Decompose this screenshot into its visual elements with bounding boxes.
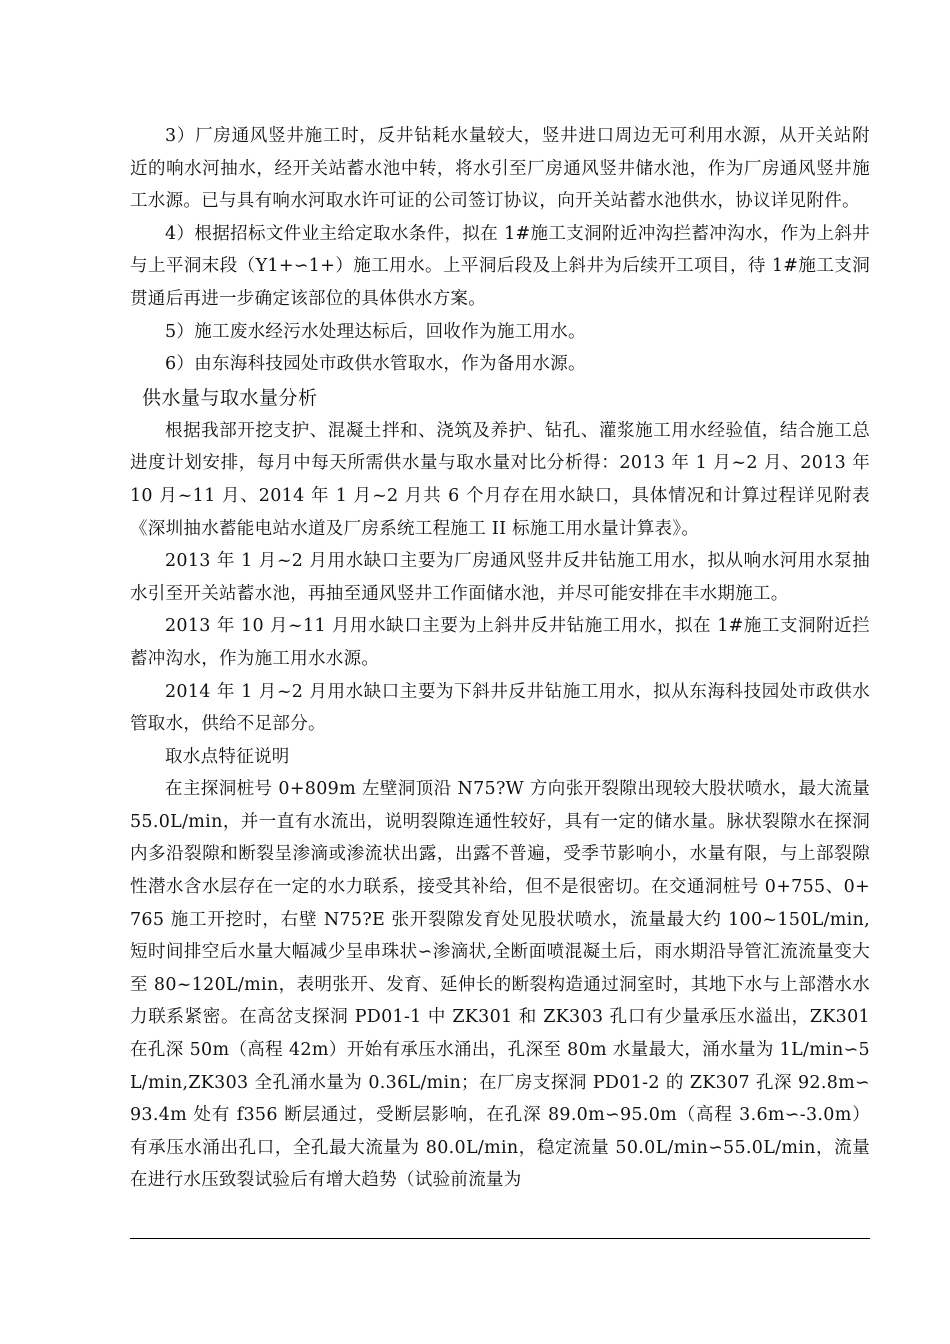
document-body [130,120,870,1197]
paragraph-item-5: 5）施工废水经污水处理达标后，回收作为施工用水。 [165,321,586,342]
paragraph-gap-2013-oct: 2013 年 10 月~11 月用水缺口主要为上斜井反井钻施工用水，拟在 1#施工支洞附近拦蓄冲沟水，作为施工用水水源。 [130,616,870,669]
paragraph-analysis-summary: 根据我部开挖支护、混凝土拌和、浇筑及养护、钻孔、灌浆施工用水经验值，结合施工总进度计划安排，每月中每天所需供水量与取水量对比分析得：2013 年 1 月~2 月、2013 年 10 月~11 月、2014 年 1 月~2 月共 6 个月存在用水缺口，具体情况和计算过程详见附表《深圳抽水蓄能电站水道及厂房系统工程施工 II 标施工用水量计算表》。 [130,420,870,539]
paragraph-intake-title: 取水点特征说明 [165,746,290,767]
paragraph-item-3: 3）厂房通风竖井施工时，反井钻耗水量较大，竖井进口周边无可利用水源，从开关站附近的响水河抽水，经开关站蓄水池中转，将水引至厂房通风竖井储水池，作为厂房通风竖井施工水源。已与具有响水河取水许可证的公司签订协议，向开关站蓄水池供水，协议详见附件。 [130,126,870,212]
paragraph-intake-description: 在主探洞桩号 0+809m 左壁洞顶沿 N75?W 方向张开裂隙出现较大股状喷水，最大流量 55.0L/min，并一直有水流出，说明裂隙连通性较好，具有一定的储水量。脉状裂隙水在探洞内多沿裂隙和断裂呈渗滴或渗流状出露，出露不普遍，受季节影响小，水量有限，与上部裂隙性潜水含水层存在一定的水力联系，接受其补给，但不是很密切。在交通洞桩号 0+755、0+765 施工开挖时，右壁 N75?E 张开裂隙发育处见股状喷水，流量最大约 100~150L/min,短时间排空后水量大幅减少呈串珠状∽渗滴状,全断面喷混凝土后，雨水期沿导管汇流流量变大至 80~120L/min，表明张开、发育、延伸长的断裂构造通过洞室时，其地下水与上部潜水水力联系紧密。在高岔支探洞 PD01-1 中 ZK301 和 ZK303 孔口有少量承压水溢出，ZK301 在孔深 50m（高程 42m）开始有承压水涌出，孔深至 80m 水量最大，涌水量为 1L/min∽5L/min,ZK303 全孔涌水量为 0.36L/min；在厂房支探洞 PD01-2 的 ZK307 孔深 92.8m∽93.4m 处有 f356 断层通过，受断层影响，在孔深 89.0m∽95.0m（高程 3.6m∽-3.0m）有承压水涌出孔口，全孔最大流量为 80.0L/min，稳定流量 50.0L/min∽55.0L/min，流量在进行水压致裂试验后有增大趋势（试验前流量为 [130,779,870,1191]
paragraph-item-6: 6）由东海科技园处市政供水管取水，作为备用水源。 [165,354,586,375]
section-heading: 供水量与取水量分析 [142,386,318,409]
footer-rule [130,1238,870,1239]
paragraph-item-4: 4）根据招标文件业主给定取水条件，拟在 1#施工支洞附近冲沟拦蓄冲沟水，作为上斜井与上平洞末段（Y1+∽1+）施工用水。上平洞后段及上斜井为后续开工项目，待 1#施工支洞贯通后再进一步确定该部位的具体供水方案。 [130,223,870,309]
paragraph-gap-2013-jan: 2013 年 1 月~2 月用水缺口主要为厂房通风竖井反井钻施工用水，拟从响水河用水泵抽水引至开关站蓄水池，再抽至通风竖井工作面储水池，并尽可能安排在丰水期施工。 [130,551,870,604]
paragraph-gap-2014-jan: 2014 年 1 月~2 月用水缺口主要为下斜井反井钻施工用水，拟从东海科技园处市政供水管取水，供给不足部分。 [130,681,870,735]
